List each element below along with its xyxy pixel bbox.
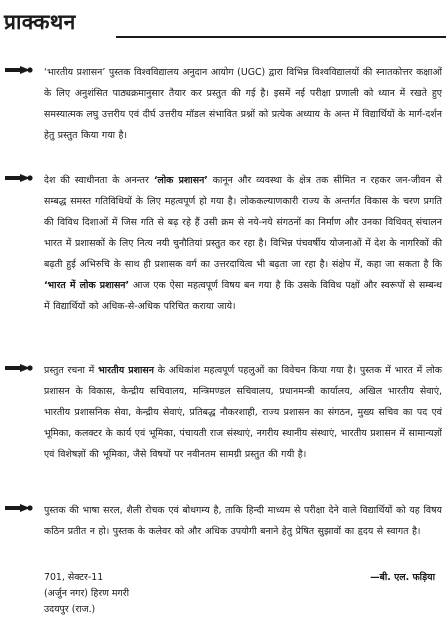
text-run: देश की स्वाधीनता के अनन्तर <box>44 175 154 186</box>
page-title: प्राक्कथन <box>4 10 76 34</box>
text-run: कानून और व्यवस्था के क्षेत्र तक सीमित न रहकर जन-जीवन से सम्बद्ध समस्त गतिविधियों के लिए महत्वपूर्ण हो गया है। लोककल्याणकारी राज्य के अन्तर्गत विकास के चरण प्रगति की विविध दिशाओं में जिस गति से बढ़ रहे हैं उसी क्रम से नये-नये संगठनों का निर्माण और उनका विधिवत् संचालन भारत में प्रशासकों के लिए नित्य नयी चुनौतियां प्रस्तुत कर रहा है। विभिन्न पंचवर्षीय योजनाओं में देश के नागरिकों की बढ़ती हुई अभिरुचि के साथ ही प्रशासक वर्ग का उत्तरदायित्व भी बढ़ता जा रहा है। संक्षेप में, कहा जा सकता है कि <box>44 175 442 270</box>
page-header <box>4 8 444 44</box>
text-run: आज एक ऐसा महत्वपूर्ण विषय बन गया है कि उसके विविध पक्षों और स्वरूपों से सम्बन्ध में विद्यार्थियों को अधिक-से-अधिक परिचित कराया जाये। <box>44 280 442 312</box>
address-line: उदयपुर (राज.) <box>44 604 96 615</box>
author-address <box>44 570 129 618</box>
text-run: प्रस्तुत रचना में <box>44 365 99 376</box>
paragraph-text <box>44 360 442 465</box>
pointing-hand-icon <box>4 171 34 185</box>
address-line: 701, सेक्टर-11 <box>44 572 104 583</box>
paragraph-text <box>44 500 442 542</box>
pointing-hand-icon <box>4 501 34 515</box>
emphasis-text: ‘भारत में लोक प्रशासन’ <box>44 280 130 291</box>
author-signature: —बी. एल. फड़िया <box>370 572 435 583</box>
text-run: के अधिकांश महत्वपूर्ण पहलुओं का विवेचन किया गया है। पुस्तक में भारत में लोक प्रशासन के विकास, केन्द्रीय सचिवालय, मन्त्रिमण्डल सचिवालय, प्रधानमन्त्री कार्यालय, अखिल भारतीय सेवाएं, भारतीय प्रशासनिक सेवा, केन्द्रीय सेवाएं, प्रतिबद्ध नौकरशाही, राज्य प्रशासन का संगठन, मुख्य सचिव का पद एवं भूमिका, कलक्टर के कार्य एवं भूमिका, पंचायती राज संस्थाएं, नगरीय स्थानीय संस्थाएं, भारतीय प्रशासन में सामान्यज्ञों एवं विशेषज्ञों की भूमिका, जैसे विषयों पर नवीनतम सामग्री प्रस्तुत की गयी है। <box>44 365 442 460</box>
emphasis-text: भारतीय प्रशासन <box>98 365 154 376</box>
pointing-hand-icon <box>4 63 34 77</box>
pointing-hand-icon <box>4 361 34 375</box>
paragraph-text <box>44 62 442 146</box>
emphasis-text: ‘लोक प्रशासन’ <box>153 175 208 186</box>
title-underline <box>116 36 446 38</box>
text-run: ‘भारतीय प्रशासन’ पुस्तक विश्वविद्यालय अनुदान आयोग (UGC) द्वारा विभिन्न विश्वविद्यालयों की स्नातकोत्तर कक्षाओं के लिए अनुशंसित पाठ्यक्रमानुसार तैयार कर प्रस्तुत की गई है। इसमें नई परीक्षा प्रणाली को ध्यान में रखते हुए समस्यात्मक लघु उत्तरीय एवं दीर्घ उत्तरीय मॉडल संभावित प्रश्नों को प्रत्येक अध्याय के अन्त में विद्यार्थियों के मार्ग-दर्शन हेतु प्रस्तुत किया गया है। <box>44 67 442 141</box>
text-run: पुस्तक की भाषा सरल, शैली रोचक एवं बोधगम्य है, ताकि हिन्दी माध्यम से परीक्षा देने वाले विद्यार्थियों को यह विषय कठिन प्रतीत न हो। पुस्तक के कलेवर को और अधिक उपयोगी बनाने हेतु प्रेषित सुझावों का हृदय से स्वागत है। <box>44 505 442 537</box>
paragraph-text <box>44 170 442 317</box>
address-line: (अर्जुन नगर) हिरण मगरी <box>44 588 130 599</box>
